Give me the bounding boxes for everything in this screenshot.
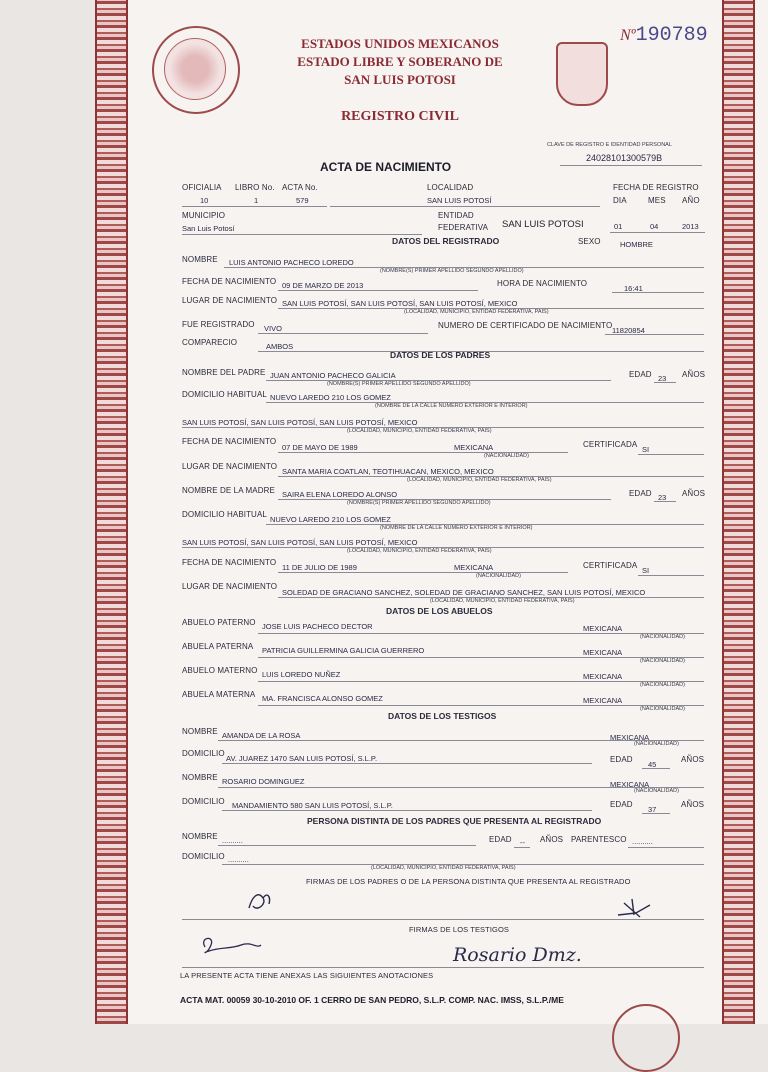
testigo2-domicilio-label: DOMICILIO xyxy=(182,797,225,806)
mes-value: 04 xyxy=(650,222,659,231)
persona-domicilio-value: .......... xyxy=(228,855,249,864)
abuelo-materno-nac-hint: (NACIONALIDAD) xyxy=(640,682,685,688)
anotaciones-text: LA PRESENTE ACTA TIENE ANEXAS LAS SIGUIENTES ANOTACIONES xyxy=(180,971,434,980)
persona-nombre-label: NOMBRE xyxy=(182,832,218,841)
abuelo-materno-nac: MEXICANA xyxy=(583,672,623,681)
abuelo-paterno-label: ABUELO PATERNO xyxy=(182,618,256,627)
padre-calle-hint: (NOMBRE DE LA CALLE NUMERO EXTERIOR E INTERIOR) xyxy=(375,403,528,409)
comparecio-label: COMPARECIO xyxy=(182,338,238,347)
state-coat-of-arms-icon xyxy=(556,42,608,106)
testigo1-nac-value: MEXICANA xyxy=(610,733,650,742)
signature-witness1-icon xyxy=(197,933,265,957)
section-registrado: DATOS DEL REGISTRADO xyxy=(392,236,500,246)
padre-lugar-hint: (LOCALIDAD, MUNICIPIO, ENTIDAD FEDERATIVA, PAIS) xyxy=(407,477,552,483)
fue-registrado-value: VIVO xyxy=(264,324,282,333)
abuela-materna-label: ABUELA MATERNA xyxy=(182,690,256,699)
anio-label: AÑO xyxy=(682,196,700,205)
comparecio-value: AMBOS xyxy=(266,342,294,351)
lugar-hint: (LOCALIDAD, MUNICIPIO, ENTIDAD FEDERATIVA, PAIS) xyxy=(404,309,549,315)
lugar-nacimiento-label: LUGAR DE NACIMIENTO xyxy=(182,296,278,305)
madre-lugar-hint: (LOCALIDAD, MUNICIPIO, ENTIDAD FEDERATIVA, PAIS) xyxy=(430,598,575,604)
testigo2-anios-label: AÑOS xyxy=(681,800,705,809)
padre-hint: (NOMBRE(S) PRIMER APELLIDO SEGUNDO APELLIDO) xyxy=(327,381,471,387)
madre-lugar-label: LUGAR DE NACIMIENTO xyxy=(182,582,278,591)
madre-domicilio-value: NUEVO LAREDO 210 LOS GOMEZ xyxy=(270,515,391,524)
municipio-value: San Luis Potosí xyxy=(182,224,235,233)
sexo-value: HOMBRE xyxy=(620,240,653,249)
dia-value: 01 xyxy=(614,222,623,231)
testigo1-nombre-label: NOMBRE xyxy=(182,727,218,736)
libro-value: 1 xyxy=(254,196,259,205)
fue-registrado-label: FUE REGISTRADO xyxy=(182,320,255,329)
padre-localidad-value: SAN LUIS POTOSÍ, SAN LUIS POTOSÍ, SAN LUIS POTOSÍ, MEXICO xyxy=(182,418,418,427)
madre-localidad-hint: (LOCALIDAD, MUNICIPIO, ENTIDAD FEDERATIVA, PAIS) xyxy=(347,548,492,554)
fecha-nacimiento-value: 09 DE MARZO DE 2013 xyxy=(282,281,364,290)
testigo2-nombre-label: NOMBRE xyxy=(182,773,218,782)
header-line2: ESTADO LIBRE Y SOBERANO DE xyxy=(297,54,503,69)
nombre-hint: (NOMBRE(S) PRIMER APELLIDO SEGUNDO APELLIDO) xyxy=(380,268,524,274)
abuela-paterna-nac-hint: (NACIONALIDAD) xyxy=(640,658,685,664)
oficialia-label: OFICIALIA xyxy=(182,183,222,192)
folio-prefix: Nº xyxy=(620,27,636,44)
testigo2-edad-value: 37 xyxy=(648,805,657,814)
testigo1-anios-label: AÑOS xyxy=(681,755,705,764)
nombre-value: LUIS ANTONIO PACHECO LOREDO xyxy=(229,258,354,267)
abuela-paterna-nac: MEXICANA xyxy=(583,648,623,657)
libro-label: LIBRO No. xyxy=(235,183,275,192)
persona-anios-label: AÑOS xyxy=(540,835,564,844)
hora-nacimiento-label: HORA DE NACIMIENTO xyxy=(497,279,588,288)
header-line3: SAN LUIS POTOSI xyxy=(344,72,456,87)
abuela-materna-nac: MEXICANA xyxy=(583,696,623,705)
testigo1-domicilio-label: DOMICILIO xyxy=(182,749,225,758)
fecha-nacimiento-label: FECHA DE NACIMIENTO xyxy=(182,277,277,286)
signature-witness2-text: Rosario Dmz. xyxy=(453,944,582,966)
section-testigos: DATOS DE LOS TESTIGOS xyxy=(388,711,497,721)
padre-value: JUAN ANTONIO PACHECO GALICIA xyxy=(270,371,396,380)
abuelo-paterno-value: JOSE LUIS PACHECO DECTOR xyxy=(262,622,373,631)
testigo1-nac-hint: (NACIONALIDAD) xyxy=(634,741,679,747)
madre-edad-value: 23 xyxy=(658,493,667,502)
testigo2-nac-hint: (NACIONALIDAD) xyxy=(634,788,679,794)
clave-label: CLAVE DE REGISTRO E IDENTIDAD PERSONAL xyxy=(547,142,672,148)
persona-nombre-value: .......... xyxy=(222,836,243,845)
dia-label: DIA xyxy=(613,196,627,205)
folio-value: 190789 xyxy=(635,24,708,47)
nombre-label: NOMBRE xyxy=(182,255,218,264)
acta-label: ACTA No. xyxy=(282,183,318,192)
clave-value: 24028101300579B xyxy=(586,153,663,163)
padre-nacionalidad-hint: (NACIONALIDAD) xyxy=(484,453,529,459)
testigo2-nac-value: MEXICANA xyxy=(610,780,650,789)
oficialia-value: 10 xyxy=(200,196,209,205)
section-persona-distinta: PERSONA DISTINTA DE LOS PADRES QUE PRESENTA AL REGISTRADO xyxy=(307,816,602,826)
fecha-registro-label: FECHA DE REGISTRO xyxy=(613,183,699,192)
lugar-nacimiento-value: SAN LUIS POTOSÍ, SAN LUIS POTOSÍ, SAN LUIS POTOSÍ, MEXICO xyxy=(282,299,518,308)
madre-domicilio-label: DOMICILIO HABITUAL xyxy=(182,510,267,519)
anio-value: 2013 xyxy=(682,222,699,231)
registro-civil-title: REGISTRO CIVIL xyxy=(341,109,459,124)
folio-number xyxy=(620,24,708,47)
testigo1-nombre-value: AMANDA DE LA ROSA xyxy=(222,731,301,740)
testigo1-domicilio-value: AV. JUAREZ 1470 SAN LUIS POTOSÍ, S.L.P. xyxy=(226,754,378,763)
abuelo-paterno-nac-hint: (NACIONALIDAD) xyxy=(640,634,685,640)
madre-nacionalidad-value: MEXICANA xyxy=(454,563,494,572)
certificado-label: NUMERO DE CERTIFICADO DE NACIMIENTO xyxy=(438,321,613,330)
sexo-label: SEXO xyxy=(578,237,601,246)
padre-domicilio-value: NUEVO LAREDO 210 LOS GOMEZ xyxy=(270,393,391,402)
bottom-seal-icon xyxy=(612,1004,680,1072)
entidad-value: SAN LUIS POTOSI xyxy=(502,219,584,230)
padre-fecha-value: 07 DE MAYO DE 1989 xyxy=(282,443,358,452)
madre-label: NOMBRE DE LA MADRE xyxy=(182,486,275,495)
abuelo-paterno-nac: MEXICANA xyxy=(583,624,623,633)
section-padres: DATOS DE LOS PADRES xyxy=(390,350,491,360)
madre-hint: (NOMBRE(S) PRIMER APELLIDO SEGUNDO APELLIDO) xyxy=(347,500,491,506)
abuela-materna-value: MA. FRANCISCA ALONSO GOMEZ xyxy=(262,694,383,703)
mes-label: MES xyxy=(648,196,666,205)
madre-edad-label: EDAD xyxy=(629,489,652,498)
padre-domicilio-label: DOMICILIO HABITUAL xyxy=(182,390,267,399)
entidad-label: ENTIDAD xyxy=(438,211,474,220)
padre-anios-label: AÑOS xyxy=(682,370,706,379)
madre-value: SAIRA ELENA LOREDO ALONSO xyxy=(282,490,398,499)
madre-certificada-label: CERTIFICADA xyxy=(583,561,638,570)
testigo1-edad-label: EDAD xyxy=(610,755,633,764)
madre-calle-hint: (NOMBRE DE LA CALLE NUMERO EXTERIOR E INTERIOR) xyxy=(380,525,533,531)
padre-localidad-hint: (LOCALIDAD, MUNICIPIO, ENTIDAD FEDERATIVA, PAIS) xyxy=(347,428,492,434)
persona-domicilio-label: DOMICILIO xyxy=(182,852,225,861)
madre-localidad-value: SAN LUIS POTOSÍ, SAN LUIS POTOSÍ, SAN LUIS POTOSÍ, MEXICO xyxy=(182,538,418,547)
padre-nacionalidad-value: MEXICANA xyxy=(454,443,494,452)
imprenta-text: ACTA MAT. 00059 30-10-2010 OF. 1 CERRO DE SAN PEDRO, S.L.P. COMP. NAC. IMSS, S.L.P./ME xyxy=(180,995,564,1005)
padre-fecha-label: FECHA DE NACIMIENTO xyxy=(182,437,277,446)
hora-nacimiento-value: 16:41 xyxy=(624,284,643,293)
persona-parentesco-label: PARENTESCO xyxy=(571,835,627,844)
abuela-paterna-label: ABUELA PATERNA xyxy=(182,642,254,651)
abuela-materna-nac-hint: (NACIONALIDAD) xyxy=(640,706,685,712)
document-title: ACTA DE NACIMIENTO xyxy=(320,160,452,174)
testigo2-edad-label: EDAD xyxy=(610,800,633,809)
firmas-testigos-label: FIRMAS DE LOS TESTIGOS xyxy=(409,925,509,934)
firmas-padres-label: FIRMAS DE LOS PADRES O DE LA PERSONA DISTINTA QUE PRESENTA AL REGISTRADO xyxy=(306,877,631,886)
padre-lugar-value: SANTA MARIA COATLAN, TEOTIHUACAN, MEXICO, MEXICO xyxy=(282,467,494,476)
abuelo-materno-value: LUIS LOREDO NUÑEZ xyxy=(262,670,341,679)
certificado-value: 11820854 xyxy=(612,326,645,335)
municipio-label: MUNICIPIO xyxy=(182,211,226,220)
padre-label: NOMBRE DEL PADRE xyxy=(182,368,266,377)
persona-parentesco-value: .......... xyxy=(632,837,653,846)
testigo2-nombre-value: ROSARIO DOMINGUEZ xyxy=(222,777,305,786)
padre-edad-label: EDAD xyxy=(629,370,652,379)
madre-fecha-value: 11 DE JULIO DE 1989 xyxy=(282,563,357,572)
persona-edad-value: -- xyxy=(520,838,525,847)
header-line1: ESTADOS UNIDOS MEXICANOS xyxy=(301,36,499,51)
localidad-value: SAN LUIS POTOSÍ xyxy=(427,196,492,205)
federativa-label: FEDERATIVA xyxy=(438,223,489,232)
localidad-label: LOCALIDAD xyxy=(427,183,474,192)
signature-mother-icon xyxy=(614,895,654,921)
testigo2-domicilio-value: MANDAMIENTO 580 SAN LUIS POTOSÍ, S.L.P. xyxy=(232,801,393,810)
madre-anios-label: AÑOS xyxy=(682,489,706,498)
abuela-paterna-value: PATRICIA GUILLERMINA GALICIA GUERRERO xyxy=(262,646,425,655)
madre-nacionalidad-hint: (NACIONALIDAD) xyxy=(476,573,521,579)
madre-lugar-value: SOLEDAD DE GRACIANO SANCHEZ, SOLEDAD DE GRACIANO SANCHEZ, SAN LUIS POTOSÍ, MEXICO xyxy=(282,588,646,597)
section-abuelos: DATOS DE LOS ABUELOS xyxy=(386,606,493,616)
madre-certificada-value: SI xyxy=(642,566,650,575)
acta-value: 579 xyxy=(296,196,309,205)
madre-fecha-label: FECHA DE NACIMIENTO xyxy=(182,558,277,567)
padre-certificada-value: SI xyxy=(642,445,650,454)
persona-edad-label: EDAD xyxy=(489,835,512,844)
signature-father-icon xyxy=(245,888,275,916)
padre-lugar-label: LUGAR DE NACIMIENTO xyxy=(182,462,278,471)
persona-localidad-hint: (LOCALIDAD, MUNICIPIO, ENTIDAD FEDERATIVA, PAIS) xyxy=(371,865,516,871)
padre-certificada-label: CERTIFICADA xyxy=(583,440,638,449)
padre-edad-value: 23 xyxy=(658,374,667,383)
national-seal-icon xyxy=(152,26,240,114)
abuelo-materno-label: ABUELO MATERNO xyxy=(182,666,258,675)
testigo1-edad-value: 45 xyxy=(648,760,657,769)
